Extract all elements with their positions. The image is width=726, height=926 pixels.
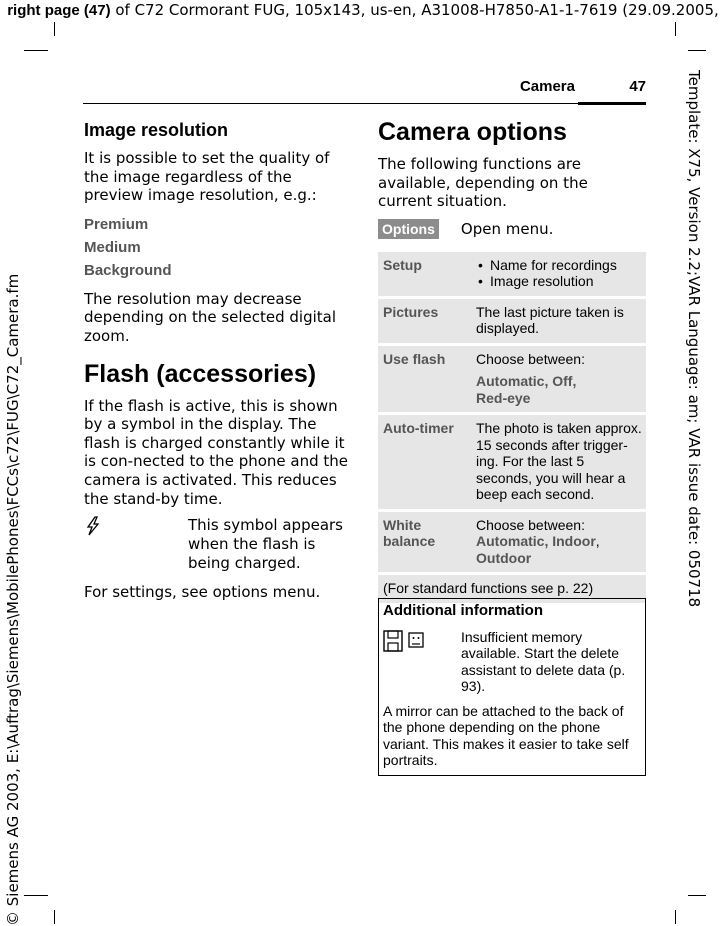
right-column bbox=[378, 118, 646, 606]
image-resolution-heading: Image resolution bbox=[84, 120, 229, 140]
print-header bbox=[0, 0, 726, 21]
flash-icon-row bbox=[84, 516, 350, 573]
flash-footer: For settings, see options menu. bbox=[84, 583, 321, 602]
crop-mark bbox=[54, 910, 55, 924]
additional-info-title: Additional information bbox=[383, 602, 543, 619]
white-balance-sep: , bbox=[595, 533, 600, 550]
additional-info-box bbox=[378, 598, 646, 776]
resolution-note: The resolution may decrease depending on the selected digital zoom. bbox=[84, 289, 337, 345]
setup-bullet: • Image resolution bbox=[490, 273, 642, 290]
crop-mark bbox=[675, 22, 676, 36]
row-value-setup bbox=[471, 252, 646, 296]
mirror-text: A mirror can be attached to the back of the phone depending on the phone variant. This makes it easier to take self portraits. bbox=[383, 702, 629, 768]
table-row bbox=[378, 415, 646, 509]
flash-heading: Flash (accessories) bbox=[84, 359, 317, 388]
resolution-options bbox=[84, 213, 350, 282]
table-row bbox=[378, 252, 646, 296]
section-title: Camera bbox=[519, 78, 575, 95]
page-number: 47 bbox=[629, 78, 646, 95]
use-flash-text: Choose between: bbox=[476, 350, 585, 367]
camera-options-intro: The following functions are available, depending on the current situation. bbox=[378, 155, 588, 211]
options-softkey-line bbox=[378, 219, 646, 239]
camera-options-heading: Camera options bbox=[378, 118, 567, 146]
use-flash-choices: Automatic, Off, Red-eye bbox=[476, 373, 577, 406]
option-medium: Medium bbox=[84, 238, 141, 256]
white-balance-choices bbox=[476, 533, 642, 566]
header-rule-thick bbox=[578, 102, 646, 105]
row-key-setup: Setup bbox=[378, 252, 471, 296]
option-premium: Premium bbox=[84, 215, 149, 233]
template-side-text: Template: X75, Version 2.2;VAR Language: am; VAR issue date: 050718 bbox=[685, 70, 703, 608]
row-value-white-balance bbox=[471, 512, 646, 573]
row-value-use-flash bbox=[471, 346, 646, 413]
row-key-pictures: Pictures bbox=[378, 299, 471, 343]
copyright-side-text: © Siemens AG 2003, E:\Auftrag\Siemens\MobilePhones\FCCs\c72\FUG\C72_Camera.fm bbox=[4, 273, 22, 926]
flash-charging-icon bbox=[84, 516, 188, 573]
row-value-pictures: The last picture taken is displayed. bbox=[471, 299, 646, 343]
flash-body: If the flash is active, this is shown by a symbol in the display. The flash is charged constantly while it is con-nected to the phone and the camera is activated. This reduces the stand-by time. bbox=[84, 396, 349, 508]
memory-row bbox=[379, 629, 645, 695]
options-softkey[interactable]: Options bbox=[378, 219, 439, 239]
memory-full-icon bbox=[383, 629, 461, 695]
row-key-auto-timer: Auto-timer bbox=[378, 415, 471, 509]
image-resolution-intro: It is possible to set the quality of the image regardless of the preview image resolution, e.g.: bbox=[84, 149, 330, 205]
crop-mark bbox=[54, 22, 55, 36]
row-key-use-flash: Use flash bbox=[378, 346, 471, 413]
table-footer: (For standard functions see p. 22) bbox=[378, 575, 646, 603]
crop-mark bbox=[688, 50, 706, 51]
row-value-auto-timer: The photo is taken approx. 15 seconds after trigger-ing. For the last 5 seconds, you will hear a beep each second. bbox=[471, 415, 646, 509]
print-header-rest: of C72 Cormorant FUG, 105x143, us-en, A31008-H7850-A1-1-7619 (29.09.2005, bbox=[110, 1, 719, 19]
setup-bullet: • Name for recordings bbox=[490, 257, 642, 274]
white-balance-choice-b: Outdoor bbox=[476, 549, 532, 566]
header-rule bbox=[83, 103, 646, 104]
print-header-bold: right page (47) bbox=[7, 2, 111, 19]
crop-mark bbox=[24, 895, 48, 896]
flash-icon-text: This symbol appears when the flash is being charged. bbox=[188, 516, 343, 573]
option-background: Background bbox=[84, 261, 172, 279]
crop-mark bbox=[688, 895, 706, 896]
camera-options-table bbox=[378, 249, 646, 606]
white-balance-text: Choose between: bbox=[476, 516, 585, 533]
table-row bbox=[378, 512, 646, 573]
crop-mark bbox=[24, 50, 48, 51]
white-balance-choice-a: Automatic, Indoor bbox=[476, 533, 596, 550]
memory-text: Insufficient memory available. Start the delete assistant to delete data (p. 93). bbox=[461, 628, 626, 694]
options-softkey-desc: Open menu. bbox=[460, 219, 554, 238]
row-key-white-balance: White balance bbox=[378, 512, 471, 573]
table-row bbox=[378, 346, 646, 413]
running-head bbox=[380, 78, 646, 102]
crop-mark bbox=[675, 910, 676, 924]
table-row bbox=[378, 299, 646, 343]
left-column bbox=[84, 120, 350, 610]
